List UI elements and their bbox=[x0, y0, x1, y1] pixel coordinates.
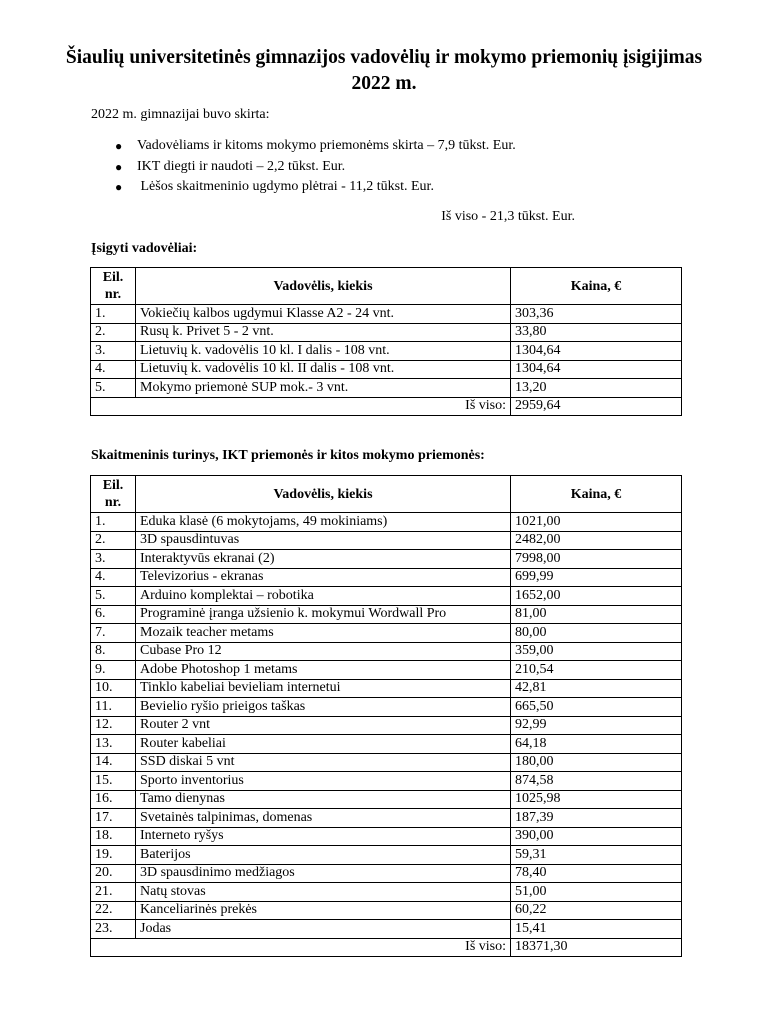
header-item: Vadovėlis, kiekis bbox=[136, 268, 511, 305]
cell-nr: 18. bbox=[91, 827, 136, 846]
cell-price: 15,41 bbox=[511, 920, 682, 939]
cell-price: 64,18 bbox=[511, 735, 682, 754]
table-row bbox=[91, 661, 682, 680]
table-row bbox=[91, 901, 682, 920]
table2-heading: Skaitmeninis turinys, IKT priemonės ir kitos mokymo priemonės: bbox=[91, 448, 485, 463]
header-price: Kaina, € bbox=[511, 476, 682, 513]
cell-item: 3D spausdintuvas bbox=[136, 531, 511, 550]
table-row bbox=[91, 920, 682, 939]
cell-item: Eduka klasė (6 mokytojams, 49 mokiniams) bbox=[136, 513, 511, 532]
cell-item: Vokiečių kalbos ugdymui Klasse A2 - 24 vnt. bbox=[136, 305, 511, 324]
cell-nr: 4. bbox=[91, 360, 136, 379]
table-row bbox=[91, 513, 682, 532]
cell-nr: 5. bbox=[91, 379, 136, 398]
total-value: 18371,30 bbox=[511, 938, 682, 957]
list-item bbox=[113, 137, 673, 158]
cell-price: 92,99 bbox=[511, 716, 682, 735]
cell-item: Rusų k. Privet 5 - 2 vnt. bbox=[136, 323, 511, 342]
table-row bbox=[91, 809, 682, 828]
cell-nr: 23. bbox=[91, 920, 136, 939]
cell-price: 180,00 bbox=[511, 753, 682, 772]
bullet-icon: ● bbox=[115, 139, 123, 153]
table-row bbox=[91, 864, 682, 883]
table-row bbox=[91, 305, 682, 324]
cell-price: 81,00 bbox=[511, 605, 682, 624]
table-row bbox=[91, 753, 682, 772]
cell-price: 7998,00 bbox=[511, 550, 682, 569]
cell-nr: 11. bbox=[91, 698, 136, 717]
cell-nr: 7. bbox=[91, 624, 136, 643]
cell-item: Arduino komplektai – robotika bbox=[136, 587, 511, 606]
cell-price: 665,50 bbox=[511, 698, 682, 717]
cell-nr: 4. bbox=[91, 568, 136, 587]
textbooks-table bbox=[90, 267, 682, 416]
funding-list bbox=[113, 137, 673, 199]
list-item-text: Vadovėliams ir kitoms mokymo priemonėms skirta – 7,9 tūkst. Eur. bbox=[137, 138, 516, 153]
cell-item: Televizorius - ekranas bbox=[136, 568, 511, 587]
cell-price: 699,99 bbox=[511, 568, 682, 587]
cell-nr: 9. bbox=[91, 661, 136, 680]
cell-price: 51,00 bbox=[511, 883, 682, 902]
cell-item: Sporto inventorius bbox=[136, 772, 511, 791]
table-row bbox=[91, 790, 682, 809]
cell-nr: 3. bbox=[91, 342, 136, 361]
cell-item: Adobe Photoshop 1 metams bbox=[136, 661, 511, 680]
total-row bbox=[91, 938, 682, 957]
cell-price: 42,81 bbox=[511, 679, 682, 698]
table-row bbox=[91, 323, 682, 342]
cell-price: 80,00 bbox=[511, 624, 682, 643]
cell-nr: 21. bbox=[91, 883, 136, 902]
cell-price: 13,20 bbox=[511, 379, 682, 398]
cell-price: 210,54 bbox=[511, 661, 682, 680]
table-row bbox=[91, 827, 682, 846]
cell-item: Router kabeliai bbox=[136, 735, 511, 754]
cell-item: Router 2 vnt bbox=[136, 716, 511, 735]
table-row bbox=[91, 716, 682, 735]
table-row bbox=[91, 605, 682, 624]
table-row bbox=[91, 379, 682, 398]
cell-item: 3D spausdinimo medžiagos bbox=[136, 864, 511, 883]
cell-price: 1652,00 bbox=[511, 587, 682, 606]
cell-item: SSD diskai 5 vnt bbox=[136, 753, 511, 772]
total-label: Iš viso: bbox=[91, 397, 511, 416]
total-label: Iš viso: bbox=[91, 938, 511, 957]
cell-nr: 5. bbox=[91, 587, 136, 606]
cell-item: Programinė įranga užsienio k. mokymui Wordwall Pro bbox=[136, 605, 511, 624]
cell-nr: 12. bbox=[91, 716, 136, 735]
table-row bbox=[91, 735, 682, 754]
ict-table bbox=[90, 475, 682, 957]
cell-nr: 17. bbox=[91, 809, 136, 828]
cell-nr: 20. bbox=[91, 864, 136, 883]
table-row bbox=[91, 772, 682, 791]
cell-item: Lietuvių k. vadovėlis 10 kl. II dalis - 108 vnt. bbox=[136, 360, 511, 379]
table-row bbox=[91, 642, 682, 661]
cell-item: Natų stovas bbox=[136, 883, 511, 902]
cell-item: Interaktyvūs ekranai (2) bbox=[136, 550, 511, 569]
cell-price: 33,80 bbox=[511, 323, 682, 342]
cell-nr: 19. bbox=[91, 846, 136, 865]
table-row bbox=[91, 587, 682, 606]
cell-price: 1021,00 bbox=[511, 513, 682, 532]
cell-item: Bevielio ryšio prieigos taškas bbox=[136, 698, 511, 717]
cell-item: Mokymo priemonė SUP mok.- 3 vnt. bbox=[136, 379, 511, 398]
header-nr: Eil. nr. bbox=[91, 476, 136, 513]
cell-item: Tamo dienynas bbox=[136, 790, 511, 809]
cell-price: 187,39 bbox=[511, 809, 682, 828]
table1-heading: Įsigyti vadovėliai: bbox=[91, 241, 198, 256]
cell-item: Lietuvių k. vadovėlis 10 kl. I dalis - 108 vnt. bbox=[136, 342, 511, 361]
cell-item: Tinklo kabeliai bevieliam internetui bbox=[136, 679, 511, 698]
cell-item: Baterijos bbox=[136, 846, 511, 865]
table-row bbox=[91, 568, 682, 587]
table-row bbox=[91, 531, 682, 550]
cell-price: 1025,98 bbox=[511, 790, 682, 809]
cell-price: 359,00 bbox=[511, 642, 682, 661]
cell-item: Kanceliarinės prekės bbox=[136, 901, 511, 920]
list-item bbox=[113, 178, 673, 199]
cell-nr: 2. bbox=[91, 531, 136, 550]
cell-nr: 14. bbox=[91, 753, 136, 772]
cell-nr: 1. bbox=[91, 513, 136, 532]
intro-text: 2022 m. gimnazijai buvo skirta: bbox=[91, 107, 270, 122]
header-price: Kaina, € bbox=[511, 268, 682, 305]
list-item bbox=[113, 158, 673, 179]
bullet-icon: ● bbox=[115, 159, 123, 174]
list-item-text: IKT diegti ir naudoti – 2,2 tūkst. Eur. bbox=[137, 158, 346, 174]
cell-item: Jodas bbox=[136, 920, 511, 939]
cell-nr: 6. bbox=[91, 605, 136, 624]
cell-nr: 22. bbox=[91, 901, 136, 920]
cell-price: 874,58 bbox=[511, 772, 682, 791]
cell-price: 303,36 bbox=[511, 305, 682, 324]
total-row bbox=[91, 397, 682, 416]
list-item-text: Lėšos skaitmeninio ugdymo plėtrai - 11,2 tūkst. Eur. bbox=[137, 179, 434, 194]
cell-price: 59,31 bbox=[511, 846, 682, 865]
table-row bbox=[91, 846, 682, 865]
cell-price: 2482,00 bbox=[511, 531, 682, 550]
cell-nr: 13. bbox=[91, 735, 136, 754]
cell-nr: 2. bbox=[91, 323, 136, 342]
total-value: 2959,64 bbox=[511, 397, 682, 416]
cell-item: Svetainės talpinimas, domenas bbox=[136, 809, 511, 828]
cell-price: 1304,64 bbox=[511, 342, 682, 361]
cell-item: Interneto ryšys bbox=[136, 827, 511, 846]
table-row bbox=[91, 883, 682, 902]
table-row bbox=[91, 624, 682, 643]
cell-price: 1304,64 bbox=[511, 360, 682, 379]
funding-total: Iš viso - 21,3 tūkst. Eur. bbox=[441, 209, 575, 224]
cell-price: 78,40 bbox=[511, 864, 682, 883]
cell-item: Cubase Pro 12 bbox=[136, 642, 511, 661]
cell-price: 60,22 bbox=[511, 901, 682, 920]
table-row bbox=[91, 550, 682, 569]
cell-nr: 16. bbox=[91, 790, 136, 809]
page-title: Šiaulių universitetinės gimnazijos vadovėlių ir mokymo priemonių įsigijimas 2022 m. bbox=[65, 47, 703, 94]
cell-nr: 1. bbox=[91, 305, 136, 324]
table-row bbox=[91, 679, 682, 698]
bullet-icon: ● bbox=[115, 180, 123, 194]
table-row bbox=[91, 342, 682, 361]
cell-nr: 3. bbox=[91, 550, 136, 569]
header-item: Vadovėlis, kiekis bbox=[136, 476, 511, 513]
cell-price: 390,00 bbox=[511, 827, 682, 846]
cell-nr: 10. bbox=[91, 679, 136, 698]
cell-nr: 8. bbox=[91, 642, 136, 661]
cell-nr: 15. bbox=[91, 772, 136, 791]
table-row bbox=[91, 360, 682, 379]
header-nr: Eil. nr. bbox=[91, 268, 136, 305]
cell-item: Mozaik teacher metams bbox=[136, 624, 511, 643]
table-row bbox=[91, 698, 682, 717]
